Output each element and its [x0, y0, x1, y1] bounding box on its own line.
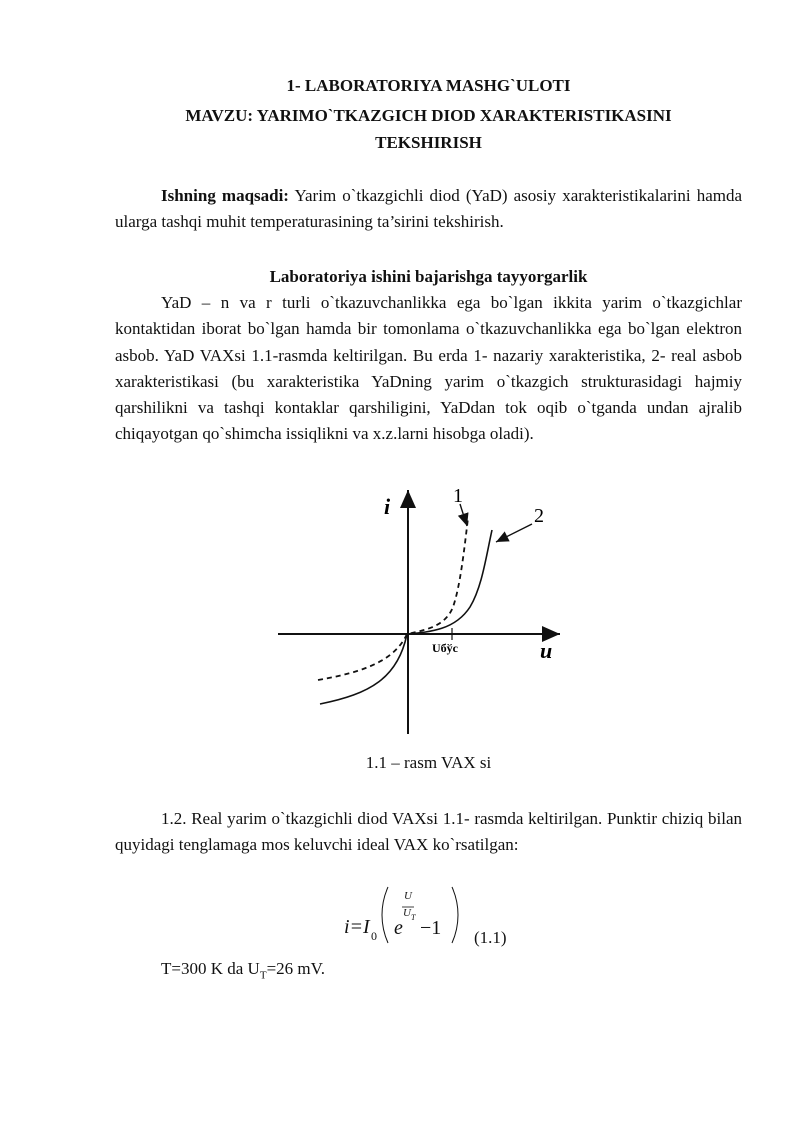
formula-exp-den: U: [403, 907, 411, 919]
note-sub-t: T: [259, 969, 267, 982]
topic-title: MAVZU: YARIMO`TKAZGICH DIOD XARAKTERISTIKASINI: [185, 106, 672, 125]
section-1-2-text: 1.2. Real yarim o`tkazgichli diod VAXsi 1.1- rasmda keltirilgan. Punktir chiziq bilan quyidagi tenglamaga mos keluvchi ideal VAX ko`rsatilgan:: [115, 809, 742, 855]
vax-figure: [270, 482, 570, 742]
goal-text: Yarim o`tkazgichli diod (YaD) asosiy xarakteristikalarini hamda ularga tashqi muhit temperaturasining ta’sirini tekshirish.: [115, 186, 743, 232]
prep-text: YaD – n va r turli o`tkazuvchanlikka ega bo`lgan ikkita yarim o`tkazgichlar kontaktidan iborat bo`lgan hamda bir tomonlama o`tkazuvchanlikka ega bo`lgan elektron asbob. YaD VAXsi 1.1-rasmda keltirilgan. Bu erda 1- nazariy xarakteristika, 2- real asbob xarakteristikasi (bu xarakteristika YaDning yarim o`tkazgich strukturasidagi hajmiy qarshilikni va tashqi kontaklar qarshiligini, YaDdan tok oqib o`tganda undan ajralib chiqayotgan qo`shimcha issiqlikni va x.z.larni hisobga oladi).: [115, 293, 742, 444]
curve-2-real: [320, 530, 492, 704]
formula-minus-one: −1: [420, 917, 442, 939]
figure-caption: 1.1 – rasm VAX si: [365, 753, 492, 772]
goal-paragraph: [115, 183, 742, 236]
formula-number: (1.1): [474, 928, 507, 947]
y-axis-label: i: [384, 494, 391, 519]
formula-1-1: [344, 885, 474, 945]
formula-exp-den-sub: T: [411, 913, 416, 922]
threshold-label: Uбўс: [432, 641, 458, 655]
curve-1-label: 1: [453, 485, 463, 507]
topic-title-cont: TEKSHIRISH: [375, 133, 482, 152]
section-1-2-paragraph: [115, 806, 742, 859]
formula-sub-0: 0: [371, 929, 377, 943]
prep-paragraph: [115, 290, 742, 448]
curve-1-ideal: [318, 518, 468, 680]
prep-heading: Laboratoriya ishini bajarishga tayyorgarlik: [269, 267, 588, 286]
pointer-1: [460, 504, 467, 526]
formula-e: e: [394, 917, 403, 939]
temperature-note: [115, 956, 742, 989]
formula-exp-num: U: [404, 890, 412, 902]
curve-2-label: 2: [534, 505, 544, 527]
note-text-end: =26 mV.: [266, 959, 325, 978]
pointer-2: [496, 524, 532, 542]
lab-title: 1- LABORATORIYA MASHG`ULOTI: [286, 76, 571, 95]
goal-label: Ishning maqsadi:: [161, 186, 289, 205]
note-text-main: T=300 K da U: [161, 959, 260, 978]
x-axis-label: u: [540, 638, 553, 663]
formula-lhs: i=I: [344, 916, 370, 938]
